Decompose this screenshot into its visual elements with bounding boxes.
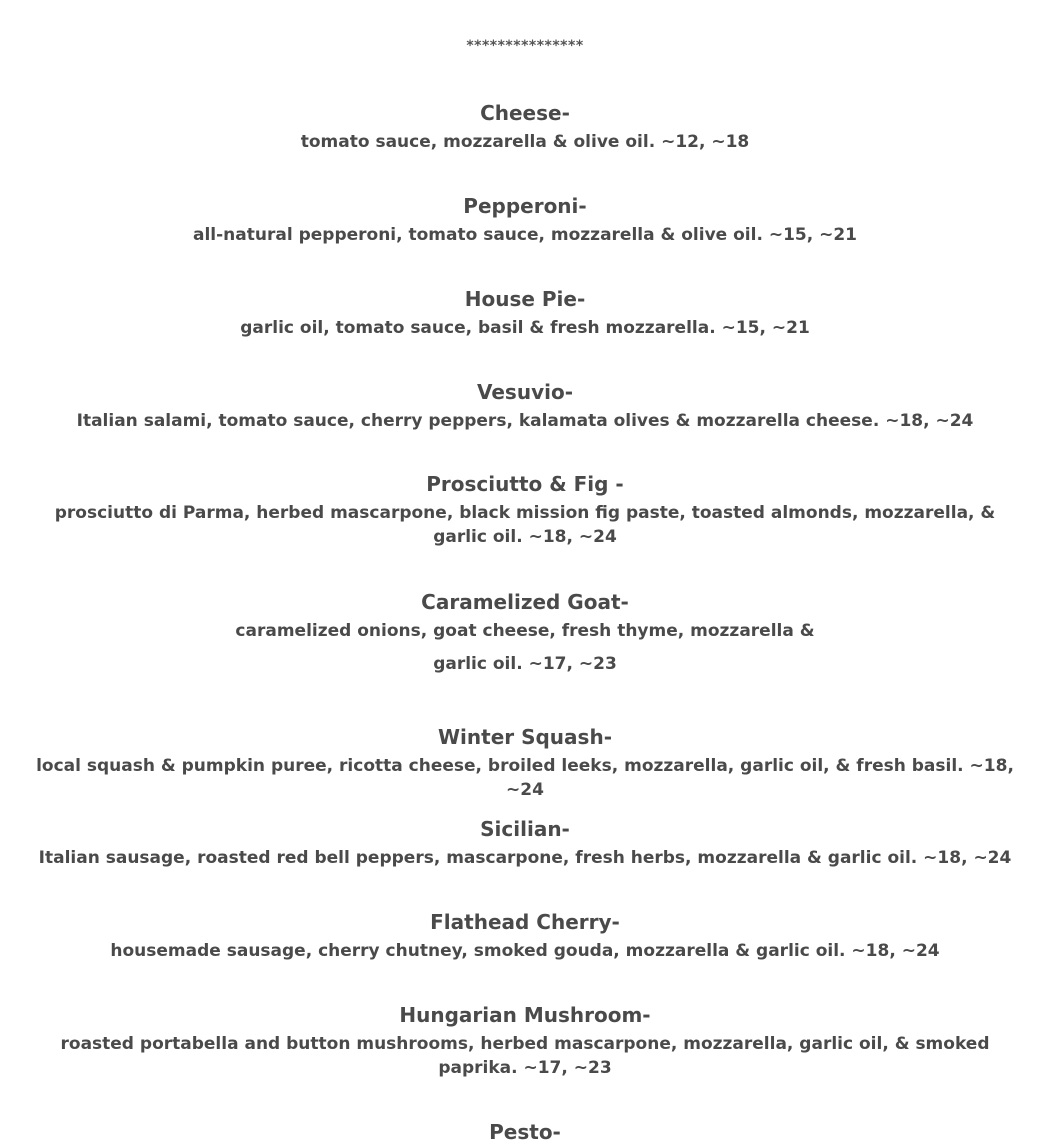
- menu-item-winter-squash: [0, 724, 1050, 802]
- menu-item-description: tomato sauce, mozzarella & olive oil. ~12, ~18: [300, 132, 750, 152]
- menu-item-caramelized-goat: [0, 589, 1050, 681]
- menu-item-description: garlic oil, tomato sauce, basil & fresh mozzarella. ~15, ~21: [240, 318, 810, 338]
- menu-item-vesuvio: [0, 379, 1050, 433]
- menu-item-name: Prosciutto & Fig -: [426, 472, 624, 496]
- menu-item-prosciutto-fig: [0, 471, 1050, 549]
- menu-item-name: Pepperoni-: [463, 194, 587, 218]
- menu-item-pepperoni: [0, 193, 1050, 247]
- menu-item-name: Hungarian Mushroom-: [399, 1003, 651, 1027]
- menu-item-description: housemade sausage, cherry chutney, smoked gouda, mozzarella & garlic oil. ~18, ~24: [110, 941, 940, 961]
- menu-item-description: Italian sausage, roasted red bell peppers, mascarpone, fresh herbs, mozzarella & garlic oil. ~18, ~24: [38, 848, 1012, 868]
- menu-item-name: Cheese-: [480, 101, 570, 125]
- menu-item-description: local squash & pumpkin puree, ricotta cheese, broiled leeks, mozzarella, garlic oil, & fresh basil. ~18, ~24: [36, 756, 1014, 800]
- menu-item-name: Pesto-: [489, 1120, 561, 1144]
- section-divider: ***************: [466, 38, 584, 54]
- menu-item-description: all-natural pepperoni, tomato sauce, mozzarella & olive oil. ~15, ~21: [192, 225, 858, 245]
- menu-item-description: prosciutto di Parma, herbed mascarpone, black mission fig paste, toasted almonds, mozzarella, & garlic oil. ~18, ~24: [54, 503, 996, 547]
- menu-item-sicilian: [0, 816, 1050, 870]
- menu-item-name: Sicilian-: [480, 817, 570, 841]
- menu-item-name: Vesuvio-: [476, 380, 574, 404]
- menu-item-name: Flathead Cherry-: [430, 910, 620, 934]
- menu-item-flathead-cherry: [0, 909, 1050, 963]
- menu-item-house-pie: [0, 286, 1050, 340]
- menu-item-description: caramelized onions, goat cheese, fresh thyme, mozzarella & garlic oil. ~17, ~23: [235, 621, 815, 674]
- menu-item-description: Italian salami, tomato sauce, cherry peppers, kalamata olives & mozzarella cheese. ~18, ~24: [76, 411, 974, 431]
- menu-item-name: House Pie-: [464, 287, 586, 311]
- menu-item-description: roasted portabella and button mushrooms, herbed mascarpone, mozzarella, garlic oil, & smoked paprika. ~17, ~23: [60, 1034, 990, 1078]
- menu-item-name: Winter Squash-: [437, 725, 612, 749]
- menu-item-cheese: [0, 100, 1050, 154]
- menu-item-pesto: [0, 1119, 1050, 1145]
- menu-item-name: Caramelized Goat-: [421, 590, 629, 614]
- menu-item-hungarian-mushroom: [0, 1002, 1050, 1080]
